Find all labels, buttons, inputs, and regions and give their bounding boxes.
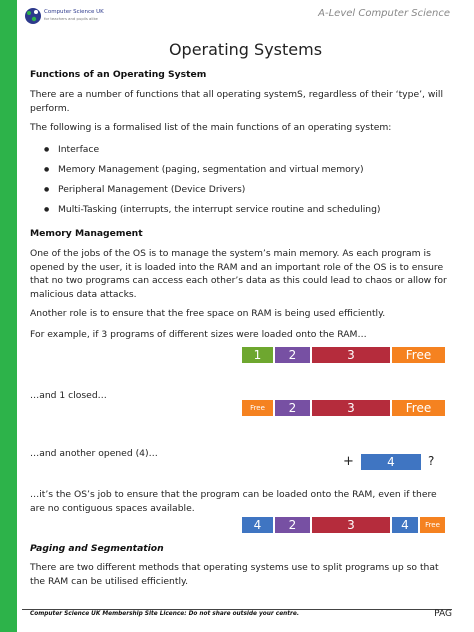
footer-licence: Computer Science UK Membership Site Licence: Do not share outside your centre. [30,611,300,617]
ram-block-2: 2 [274,399,311,417]
paragraph-functions-intro: There are a number of functions that all operating systemS, regardless of their ‘type’, will perform. [30,89,444,114]
paragraph-paging: There are two different methods that operating systems use to split programs up so that the RAM can be utilised efficiently. [30,562,439,587]
ram-block-1: 1 [241,346,274,364]
ram-block-3: 3 [311,399,391,417]
paragraph-memory-4: …it’s the OS’s job to ensure that the program can be loaded onto the RAM, even if there are no contiguous spaces available. [30,489,437,514]
ram-diagram-initial [241,346,446,364]
heading-paging: Paging and Segmentation [30,543,164,554]
ram-block-4: 4 [360,453,422,471]
page-title: Operating Systems [168,40,323,59]
list-item: ● Multi-Tasking (interrupts, the interrupt service routine and scheduling) [44,203,381,223]
paragraph-memory-2: Another role is to ensure that the free space on RAM is being used efficiently. [30,308,386,319]
list-item: ● Interface [44,143,381,163]
sidebar-stripe [0,0,17,632]
ram-block-4: 4 [241,516,274,534]
ram-block-free: Free [391,399,446,417]
list-item: ● Peripheral Management (Device Drivers) [44,183,381,203]
logo-tagline: for teachers and pupils alike [44,16,98,21]
ram-block-free: Free [419,516,446,534]
list-item: ● Memory Management (paging, segmentation and virtual memory) [44,163,381,183]
ram-block-3: 3 [311,346,391,364]
page-label: PAG [434,609,452,619]
ram-diagram-incoming [360,453,422,471]
logo [24,5,134,27]
caption-opened: …and another opened (4)… [30,448,158,459]
heading-memory: Memory Management [30,228,143,239]
ram-diagram-closed [241,399,446,417]
functions-list [44,143,381,223]
footer-divider [22,609,452,610]
logo-icon [24,7,42,25]
heading-functions: Functions of an Operating System [30,69,207,80]
ram-block-2: 2 [274,346,311,364]
paragraph-memory-1: One of the jobs of the OS is to manage the system’s main memory. As each program is opened by the user, it is loaded into the RAM and an important role of the OS is to ensure that no two programs can access each other’s data as this could lead to chaos or allow for malicious data attacks. [30,248,447,300]
paragraph-functions-list-intro: The following is a formalised list of the main functions of an operating system: [30,122,392,133]
ram-diagram-final [241,516,446,534]
ram-block-free: Free [391,346,446,364]
plus-sign: + [343,454,354,469]
ram-block-2: 2 [274,516,311,534]
question-mark: ? [428,454,435,468]
logo-name: Computer Science UK [44,9,104,15]
header-course: A-Level Computer Science [318,8,450,19]
paragraph-memory-3: For example, if 3 programs of different sizes were loaded onto the RAM… [30,329,367,340]
caption-closed: …and 1 closed… [30,390,107,401]
ram-block-3: 3 [311,516,391,534]
ram-block-4: 4 [391,516,419,534]
ram-block-free: Free [241,399,274,417]
